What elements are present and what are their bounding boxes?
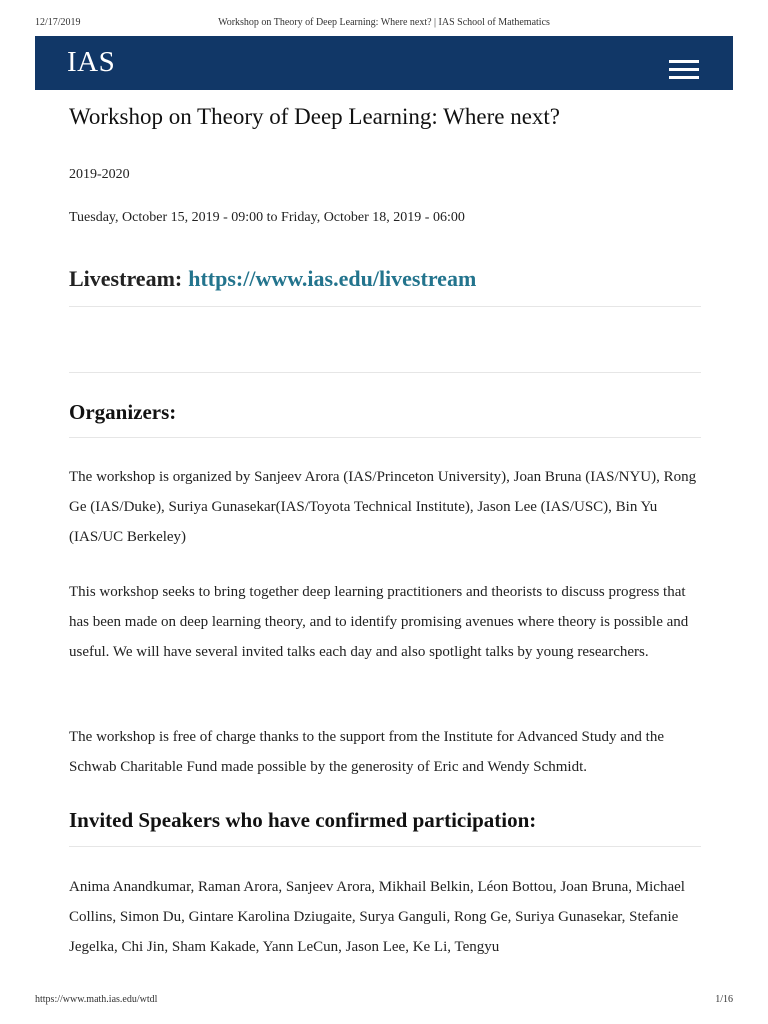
site-header: [35, 36, 733, 90]
divider: [69, 437, 701, 438]
print-date: 12/17/2019: [35, 17, 81, 28]
academic-year: 2019-2020: [69, 167, 130, 182]
print-page-number: 1/16: [715, 994, 733, 1005]
livestream-link[interactable]: https://www.ias.edu/livestream: [188, 266, 477, 291]
hamburger-menu-icon[interactable]: [669, 60, 699, 80]
ias-logo[interactable]: IAS: [67, 46, 116, 78]
print-url: https://www.math.ias.edu/wtdl: [35, 994, 158, 1005]
print-footer: [35, 994, 733, 1008]
divider: [69, 372, 701, 373]
divider: [69, 306, 701, 307]
livestream-heading: [69, 266, 476, 292]
funding-text: The workshop is free of charge thanks to the support from the Institute for Advanced Study and the Schwab Charitable Fund made possible by the generosity of Eric and Wendy Schmidt.: [69, 729, 664, 775]
organizers-text: The workshop is organized by Sanjeev Arora (IAS/Princeton University), Joan Bruna (IAS/NYU), Rong Ge (IAS/Duke), Suriya Gunasekar(IAS/Toyota Technical Institute), Jason Lee (IAS/USC), Bin Yu (IAS/UC Berkeley): [69, 469, 697, 545]
print-header: [35, 17, 733, 31]
speakers-list: Anima Anandkumar, Raman Arora, Sanjeev Arora, Mikhail Belkin, Léon Bottou, Joan Bruna, Michael Collins, Simon Du, Gintare Karolina Dziugaite, Surya Ganguli, Rong Ge, Suriya Gunasekar, Stefanie Jegelka, Chi Jin, Sham Kakade, Yann LeCun, Jason Lee, Ke Li, Tengyu: [69, 879, 685, 955]
divider: [69, 846, 701, 847]
speakers-heading: Invited Speakers who have confirmed participation:: [69, 808, 537, 832]
organizers-heading: Organizers:: [69, 400, 177, 424]
livestream-label: Livestream:: [69, 266, 183, 291]
page-title: Workshop on Theory of Deep Learning: Where next?: [69, 104, 560, 129]
workshop-description: This workshop seeks to bring together deep learning practitioners and theorists to discuss progress that has been made on deep learning theory, and to identify promising avenues where theory is possible and useful. We will have several invited talks each day and also spotlight talks by young researchers.: [69, 584, 689, 660]
event-dates: Tuesday, October 15, 2019 - 09:00 to Friday, October 18, 2019 - 06:00: [69, 210, 465, 225]
print-page-title: Workshop on Theory of Deep Learning: Where next? | IAS School of Mathematics: [218, 17, 550, 28]
